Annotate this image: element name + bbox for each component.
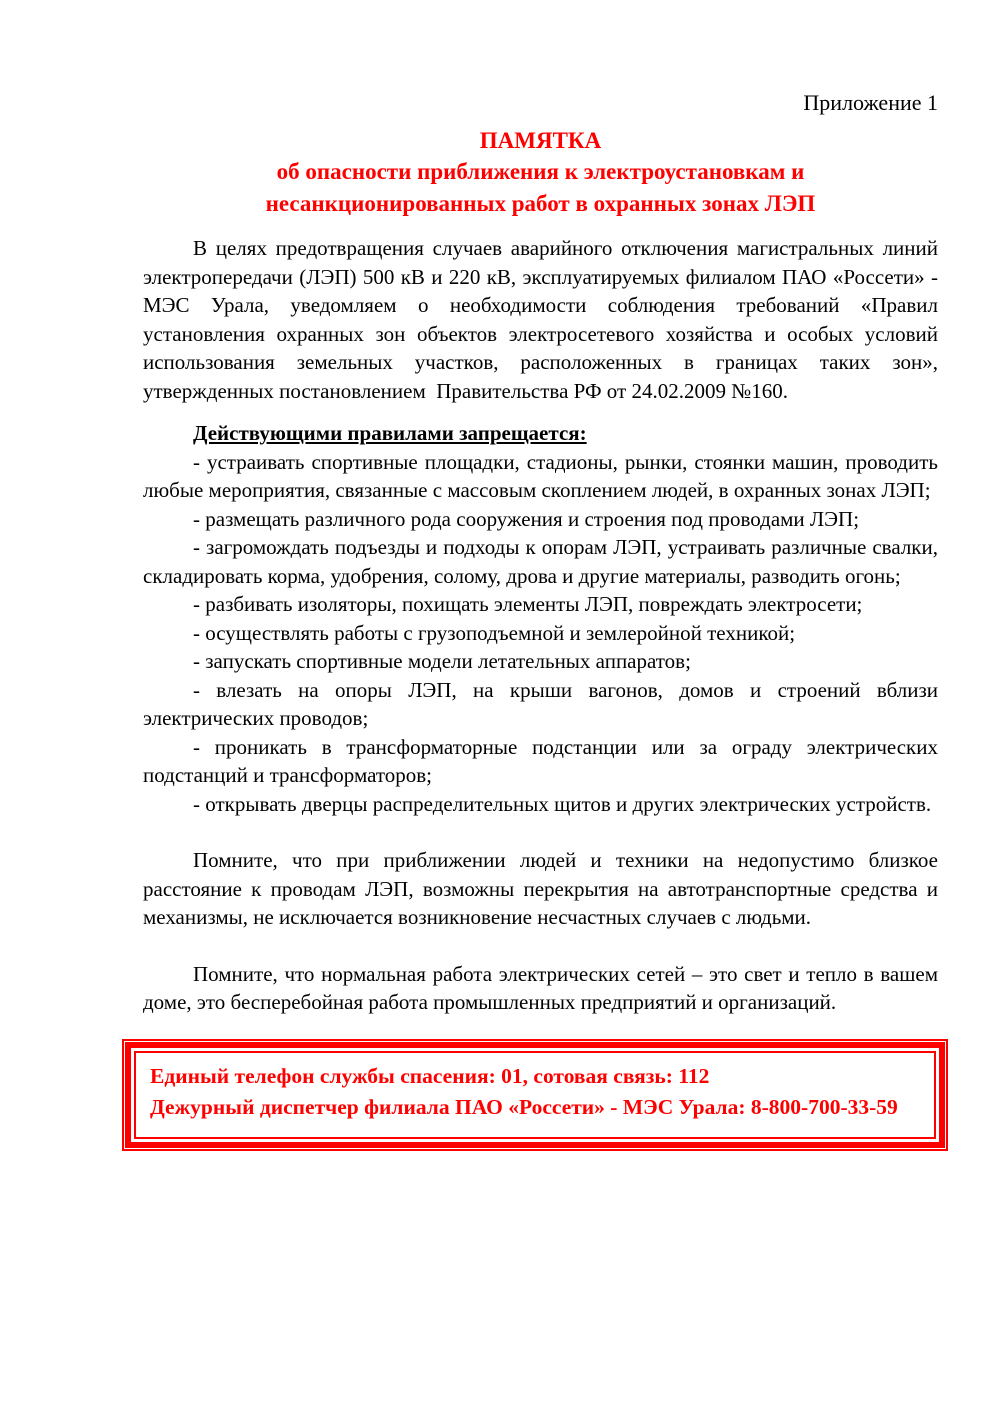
- intro-paragraph: В целях предотвращения случаев аварийного отключения магистральных линий электропередачи (ЛЭП) 500 кВ и 220 кВ, эксплуатируемых филиалом ПАО «Россети» - МЭС Урала, уведомляем о необходимости соблюдения требований «Правил установления охранных зон объектов электросетевого хозяйства и особых условий использования земельных участков, расположенных в границах таких зон», утвержденных постановлением Правительства РФ от 24.02.2009 №160.: [143, 236, 944, 403]
- emergency-box-frame: [125, 1042, 945, 1148]
- rule-item: - осуществлять работы с грузоподъемной и землеройной техникой;: [193, 620, 796, 645]
- emergency-box: [122, 1039, 948, 1151]
- rules-heading: Действующими правилами запрещается:: [193, 421, 587, 445]
- rules-list: [143, 448, 938, 819]
- emergency-line-2: Дежурный диспетчер филиала ПАО «Россети» - МЭС Урала: 8-800-700-33-59: [150, 1094, 898, 1119]
- rule-item: - разбивать изоляторы, похищать элементы ЛЭП, повреждать электросети;: [193, 592, 863, 616]
- rule-item: - устраивать спортивные площадки, стадионы, рынки, стоянки машин, проводить любые мероприятия, связанные с массовым скоплением людей, в охранных зонах ЛЭП;: [143, 449, 938, 502]
- emergency-line-1: Единый телефон службы спасения: 01, сотовая связь: 112: [150, 1063, 710, 1088]
- reminder-paragraph-2: Помните, что нормальная работа электрических сетей – это свет и тепло в вашем доме, это бесперебойная работа промышленных предприятий и организаций.: [143, 961, 938, 1014]
- section-gap: [143, 932, 938, 960]
- rule-item: - открывать дверцы распределительных щитов и других электрических устройств.: [193, 791, 932, 816]
- doc-subtitle-line-1: об опасности приближения к электроустановкам и: [276, 159, 805, 184]
- rule-item: - проникать в трансформаторные подстанции или за ограду электрических подстанций и трансформаторов;: [143, 734, 938, 787]
- emergency-box-content: [134, 1051, 936, 1139]
- section-gap: [143, 818, 938, 846]
- annex-label: Приложение 1: [803, 90, 938, 115]
- doc-subtitle: [143, 156, 938, 220]
- doc-title: ПАМЯТКА: [479, 128, 602, 153]
- reminder-paragraph-1: Помните, что при приближении людей и техники на недопустимо близкое расстояние к проводам ЛЭП, возможны перекрытия на автотранспортные средства и механизмы, не исключается возникновение несчастных случаев с людьми.: [143, 848, 938, 929]
- rule-item: - запускать спортивные модели летательных аппаратов;: [193, 649, 691, 673]
- rule-item: - загромождать подъезды и подходы к опорам ЛЭП, устраивать различные свалки, складировать корма, удобрения, солому, дрова и другие материалы, разводить огонь;: [143, 535, 938, 588]
- rule-item: - размещать различного рода сооружения и строения под проводами ЛЭП;: [193, 506, 860, 531]
- doc-subtitle-line-2: несанкционированных работ в охранных зонах ЛЭП: [265, 191, 816, 216]
- rule-item: - влезать на опоры ЛЭП, на крыши вагонов, домов и строений вблизи электрических проводов;: [143, 677, 938, 730]
